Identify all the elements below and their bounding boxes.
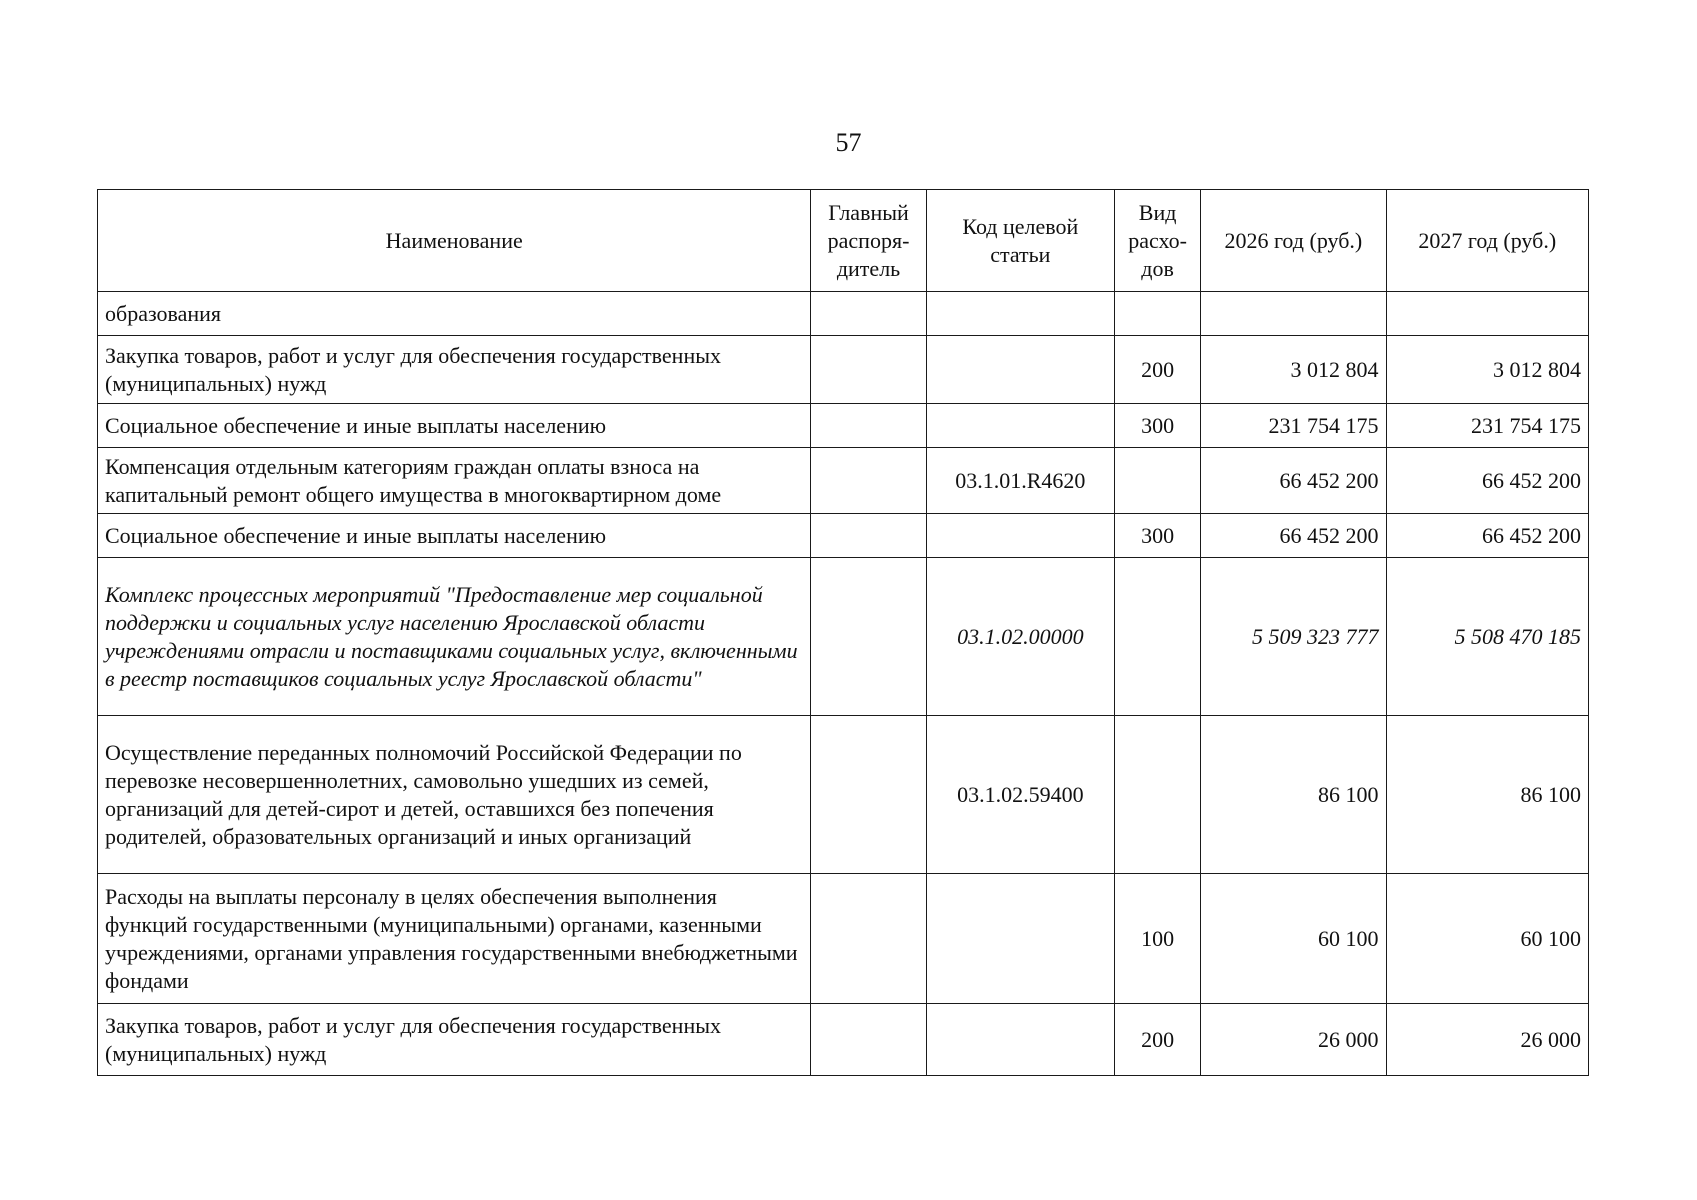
- row-kind: 300: [1115, 404, 1201, 448]
- row-2027: 86 100: [1386, 716, 1588, 874]
- row-2027: [1386, 292, 1588, 336]
- row-code: [926, 336, 1114, 404]
- row-kind: [1115, 716, 1201, 874]
- table-row: [98, 514, 1589, 558]
- row-name: Осуществление переданных полномочий Российской Федерации по перевозке несовершеннолетних, самовольно ушедших из семей, организаций для детей-сирот и детей, оставшихся без попечения родителей, образовательных организаций и иных организаций: [98, 716, 811, 874]
- header-2026: 2026 год (руб.): [1201, 190, 1386, 292]
- row-2026: 3 012 804: [1201, 336, 1386, 404]
- row-code: [926, 404, 1114, 448]
- row-2027: 231 754 175: [1386, 404, 1588, 448]
- row-2026: 60 100: [1201, 874, 1386, 1004]
- row-admin: [811, 404, 926, 448]
- header-name: Наименование: [98, 190, 811, 292]
- row-code: [926, 1004, 1114, 1076]
- row-code: [926, 292, 1114, 336]
- row-admin: [811, 716, 926, 874]
- row-name: Закупка товаров, работ и услуг для обеспечения государственных (муниципальных) нужд: [98, 336, 811, 404]
- table-row: [98, 404, 1589, 448]
- row-kind: [1115, 448, 1201, 514]
- row-code: [926, 874, 1114, 1004]
- row-name: Компенсация отдельным категориям граждан оплаты взноса на капитальный ремонт общего имущества в многоквартирном доме: [98, 448, 811, 514]
- row-kind: [1115, 292, 1201, 336]
- row-admin: [811, 874, 926, 1004]
- row-2027: 3 012 804: [1386, 336, 1588, 404]
- table-row: [98, 336, 1589, 404]
- row-code: 03.1.02.59400: [926, 716, 1114, 874]
- row-2027: 66 452 200: [1386, 448, 1588, 514]
- row-2026: 66 452 200: [1201, 448, 1386, 514]
- page-number: 57: [835, 128, 862, 157]
- row-2026: 231 754 175: [1201, 404, 1386, 448]
- header-admin: Главный распоря-дитель: [811, 190, 926, 292]
- row-2026: 5 509 323 777: [1201, 558, 1386, 716]
- header-code: Код целевой статьи: [926, 190, 1114, 292]
- row-name: Социальное обеспечение и иные выплаты населению: [98, 404, 811, 448]
- row-2027: 26 000: [1386, 1004, 1588, 1076]
- header-kind: Вид расхо-дов: [1115, 190, 1201, 292]
- row-kind: 200: [1115, 336, 1201, 404]
- row-2026: [1201, 292, 1386, 336]
- table-row: [98, 1004, 1589, 1076]
- row-name: образования: [98, 292, 811, 336]
- row-2026: 26 000: [1201, 1004, 1386, 1076]
- row-name: Комплекс процессных мероприятий "Предоставление мер социальной поддержки и социальных услуг населению Ярославской области учреждениями отрасли и поставщиками социальных услуг, включенными в реестр поставщиков социальных услуг Ярославской области": [98, 558, 811, 716]
- row-name: Социальное обеспечение и иные выплаты населению: [98, 514, 811, 558]
- row-name: Расходы на выплаты персоналу в целях обеспечения выполнения функций государственными (муниципальными) органами, казенными учреждениями, органами управления государственными внебюджетными фондами: [98, 874, 811, 1004]
- row-code: 03.1.01.R4620: [926, 448, 1114, 514]
- row-admin: [811, 336, 926, 404]
- row-admin: [811, 514, 926, 558]
- row-kind: 300: [1115, 514, 1201, 558]
- table-row: [98, 448, 1589, 514]
- table-header-row: [98, 190, 1589, 292]
- table-row: [98, 874, 1589, 1004]
- table-row: [98, 716, 1589, 874]
- table-row: [98, 558, 1589, 716]
- budget-table: [97, 189, 1589, 1076]
- row-kind: 100: [1115, 874, 1201, 1004]
- row-code: 03.1.02.00000: [926, 558, 1114, 716]
- header-2027: 2027 год (руб.): [1386, 190, 1588, 292]
- row-name: Закупка товаров, работ и услуг для обеспечения государственных (муниципальных) нужд: [98, 1004, 811, 1076]
- row-2026: 86 100: [1201, 716, 1386, 874]
- row-admin: [811, 1004, 926, 1076]
- row-2027: 66 452 200: [1386, 514, 1588, 558]
- row-admin: [811, 448, 926, 514]
- row-kind: 200: [1115, 1004, 1201, 1076]
- row-code: [926, 514, 1114, 558]
- row-admin: [811, 558, 926, 716]
- table-row: [98, 292, 1589, 336]
- row-2027: 5 508 470 185: [1386, 558, 1588, 716]
- row-2027: 60 100: [1386, 874, 1588, 1004]
- row-kind: [1115, 558, 1201, 716]
- row-admin: [811, 292, 926, 336]
- row-2026: 66 452 200: [1201, 514, 1386, 558]
